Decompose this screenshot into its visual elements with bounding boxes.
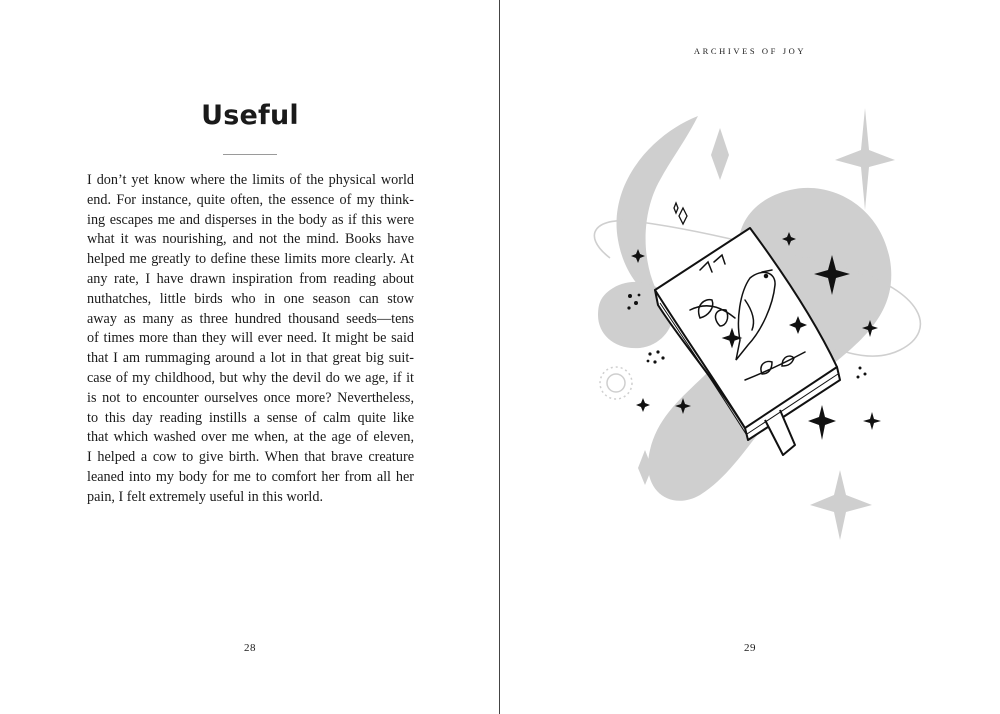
running-head: ARCHIVES OF JOY	[693, 46, 807, 56]
outline-diamonds-icon	[674, 203, 687, 224]
text-line: is not to encounter ourselves once more? Nevertheless,	[87, 389, 414, 406]
page-number-right: 29	[744, 642, 756, 654]
text-line: of times more than they will ever need. It might be said	[87, 330, 414, 347]
text-line: ing escapes me and disperses in the body as if this were	[87, 211, 414, 228]
book-and-bird-illustration	[500, 0, 1000, 714]
right-page	[500, 0, 1000, 714]
text-line: pain, I felt extremely useful in this world.	[87, 488, 324, 505]
text-line: helped me greatly to define these limits more clearly. At	[87, 251, 414, 268]
text-line: to this day reading instills a sense of calm quite like	[87, 409, 414, 426]
text-line: I don’t yet know where the limits of the physical world	[87, 172, 414, 188]
text-line: leaned into my body for me to comfort her from all her	[87, 468, 414, 485]
sparkle-gray-icon	[835, 108, 895, 210]
text-line: I helped a cow to give birth. When that brave creature	[87, 449, 414, 466]
text-line: what it was nourishing, and not the mind. Books have	[87, 231, 414, 248]
text-line: away as many as three hundred thousand seeds—tens	[87, 310, 414, 327]
rings-icon	[600, 367, 632, 399]
star-small-black-icon-5	[636, 398, 650, 412]
text-line: any rate, I have drawn inspiration from reading about	[87, 270, 414, 287]
title-divider	[223, 154, 277, 155]
chapter-title: Useful	[201, 100, 299, 131]
star-black-icon	[808, 405, 836, 440]
body-paragraph	[87, 171, 414, 508]
star-gray-icon	[810, 470, 872, 540]
text-line: that which washed over me when, at the age of eleven,	[87, 429, 414, 446]
text-line: case of my childhood, but why the devil do we age, if it	[87, 369, 414, 386]
page-number-left: 28	[244, 642, 256, 654]
text-line: that I am rummaging around a lot in that great big suit-	[87, 350, 414, 367]
text-line: nuthatches, little birds who in one season can stow	[87, 290, 414, 307]
text-line: end. For instance, quite often, the essence of my think-	[87, 191, 414, 208]
diamond-gray-icon	[711, 128, 729, 180]
plus-star-black-icon	[863, 412, 881, 430]
